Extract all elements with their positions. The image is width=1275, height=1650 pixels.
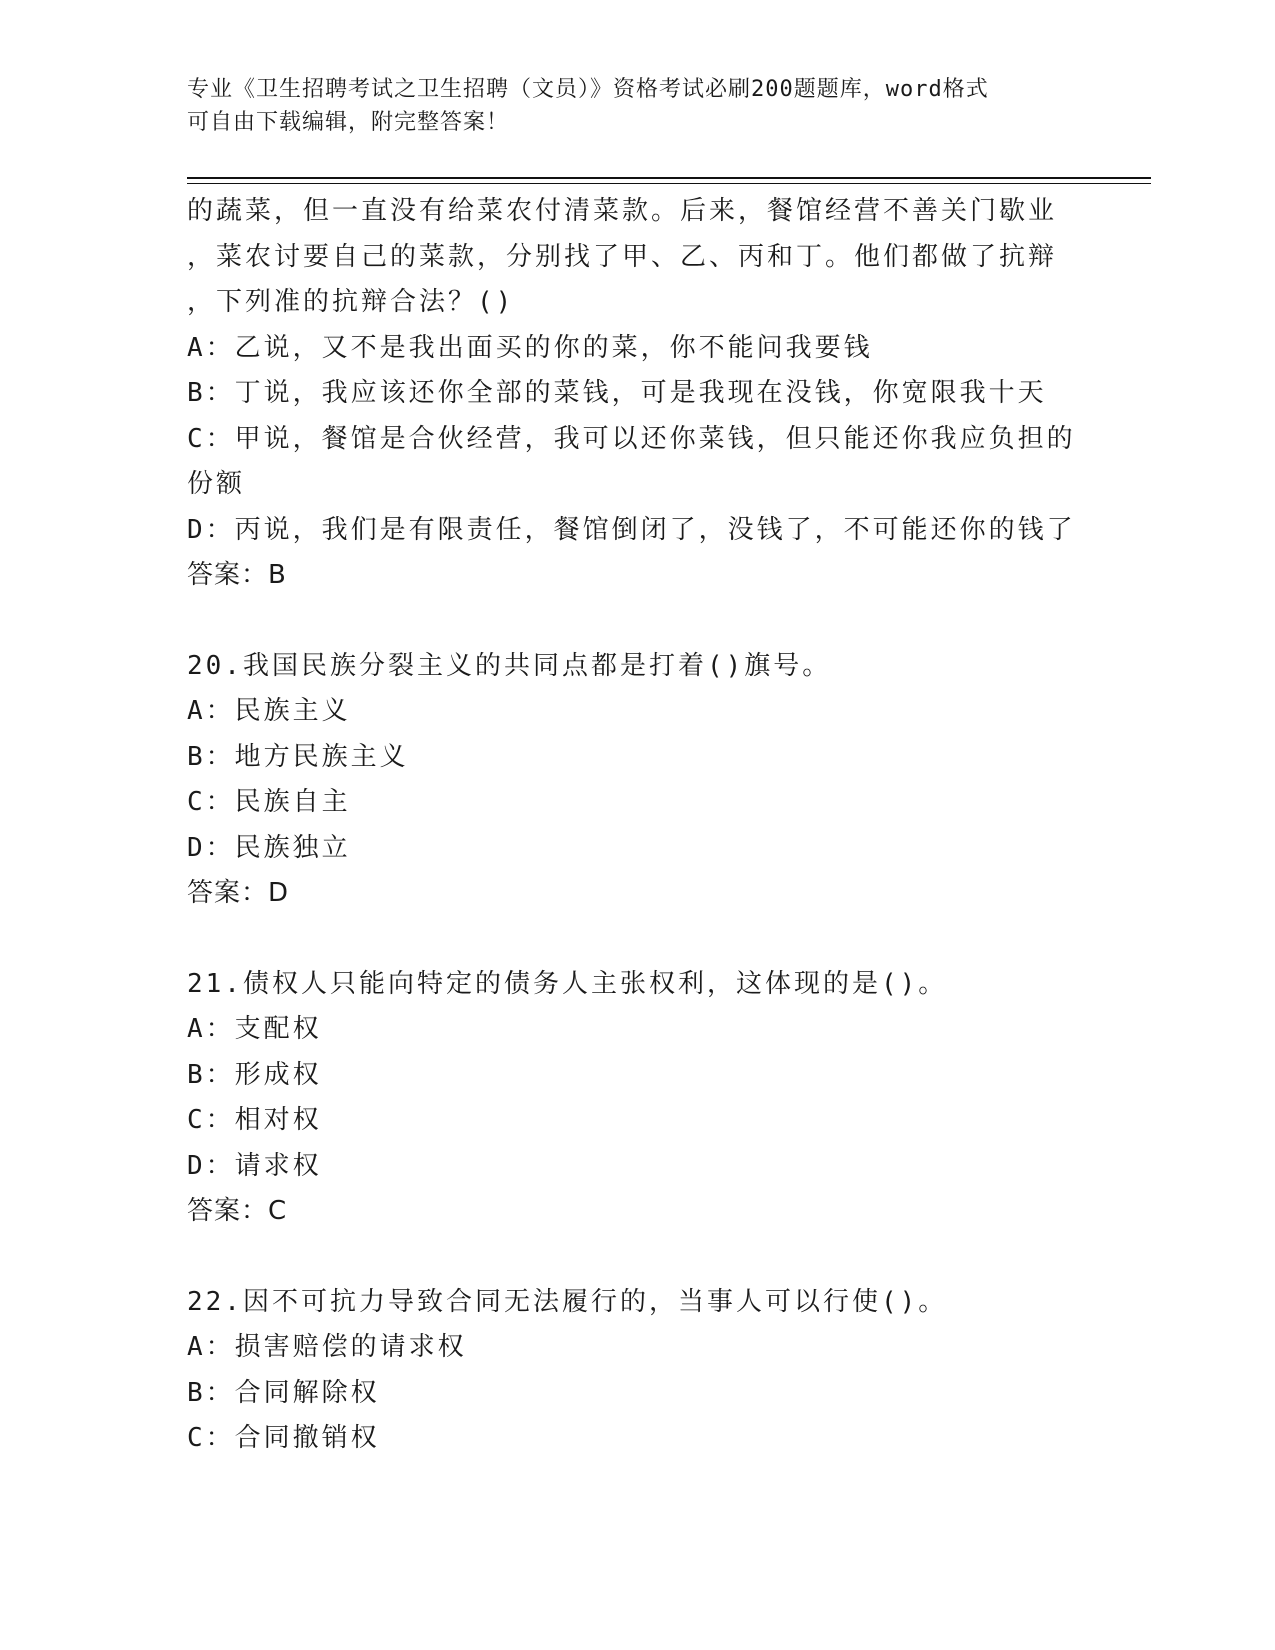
document-header xyxy=(187,73,1087,139)
question-stem-line: 的蔬菜，但一直没有给菜农付清菜款。后来，餐馆经营不善关门歇业 xyxy=(187,196,1058,226)
question-stem: 20.我国民族分裂主义的共同点都是打着()旗号。 xyxy=(187,650,832,681)
header-line: 可自由下载编辑，附完整答案！ xyxy=(187,110,510,135)
answer-label: 答案：B xyxy=(187,560,287,590)
question-22 xyxy=(187,1280,1147,1462)
option-d: D：请求权 xyxy=(187,1150,322,1181)
option-a: A：民族主义 xyxy=(187,696,351,726)
answer-label: 答案：D xyxy=(187,878,290,908)
question-19 xyxy=(187,189,1147,599)
header-divider-thick xyxy=(187,177,1151,179)
question-stem-line: ，下列准的抗辩合法？() xyxy=(187,287,515,317)
question-stem: 21.债权人只能向特定的债务人主张权利，这体现的是()。 xyxy=(187,968,948,999)
question-stem: 22.因不可抗力导致合同无法履行的，当事人可以行使()。 xyxy=(187,1286,948,1317)
option-c: C：相对权 xyxy=(187,1105,322,1135)
question-20 xyxy=(187,644,1147,917)
header-divider-thin xyxy=(187,183,1151,184)
question-spacer xyxy=(187,599,1147,644)
question-list xyxy=(187,189,1147,1462)
option-c: C：合同撤销权 xyxy=(187,1423,380,1453)
option-a: A：乙说，又不是我出面买的你的菜，你不能问我要钱 xyxy=(187,332,873,363)
option-c-continued: 份额 xyxy=(187,469,246,499)
option-b: B：形成权 xyxy=(187,1059,322,1090)
question-spacer xyxy=(187,917,1147,962)
answer-label: 答案：C xyxy=(187,1196,288,1226)
option-a: A：支配权 xyxy=(187,1014,322,1044)
option-b: B：合同解除权 xyxy=(187,1377,380,1408)
option-d: D：民族独立 xyxy=(187,832,351,863)
question-21 xyxy=(187,962,1147,1235)
option-a: A：损害赔偿的请求权 xyxy=(187,1332,467,1362)
question-spacer xyxy=(187,1235,1147,1280)
header-line: 专业《卫生招聘考试之卫生招聘（文员）》资格考试必刷200题题库，word格式 xyxy=(187,77,989,102)
question-stem-line: ，菜农讨要自己的菜款，分别找了甲、乙、丙和丁。他们都做了抗辩 xyxy=(187,241,1058,272)
option-b: B：地方民族主义 xyxy=(187,741,409,772)
option-d: D：丙说，我们是有限责任，餐馆倒闭了，没钱了，不可能还你的钱了 xyxy=(187,514,1076,545)
option-b: B：丁说，我应该还你全部的菜钱，可是我现在没钱，你宽限我十天 xyxy=(187,378,1047,408)
option-c: C：甲说，餐馆是合伙经营，我可以还你菜钱，但只能还你我应负担的 xyxy=(187,423,1076,454)
option-c: C：民族自主 xyxy=(187,787,351,817)
